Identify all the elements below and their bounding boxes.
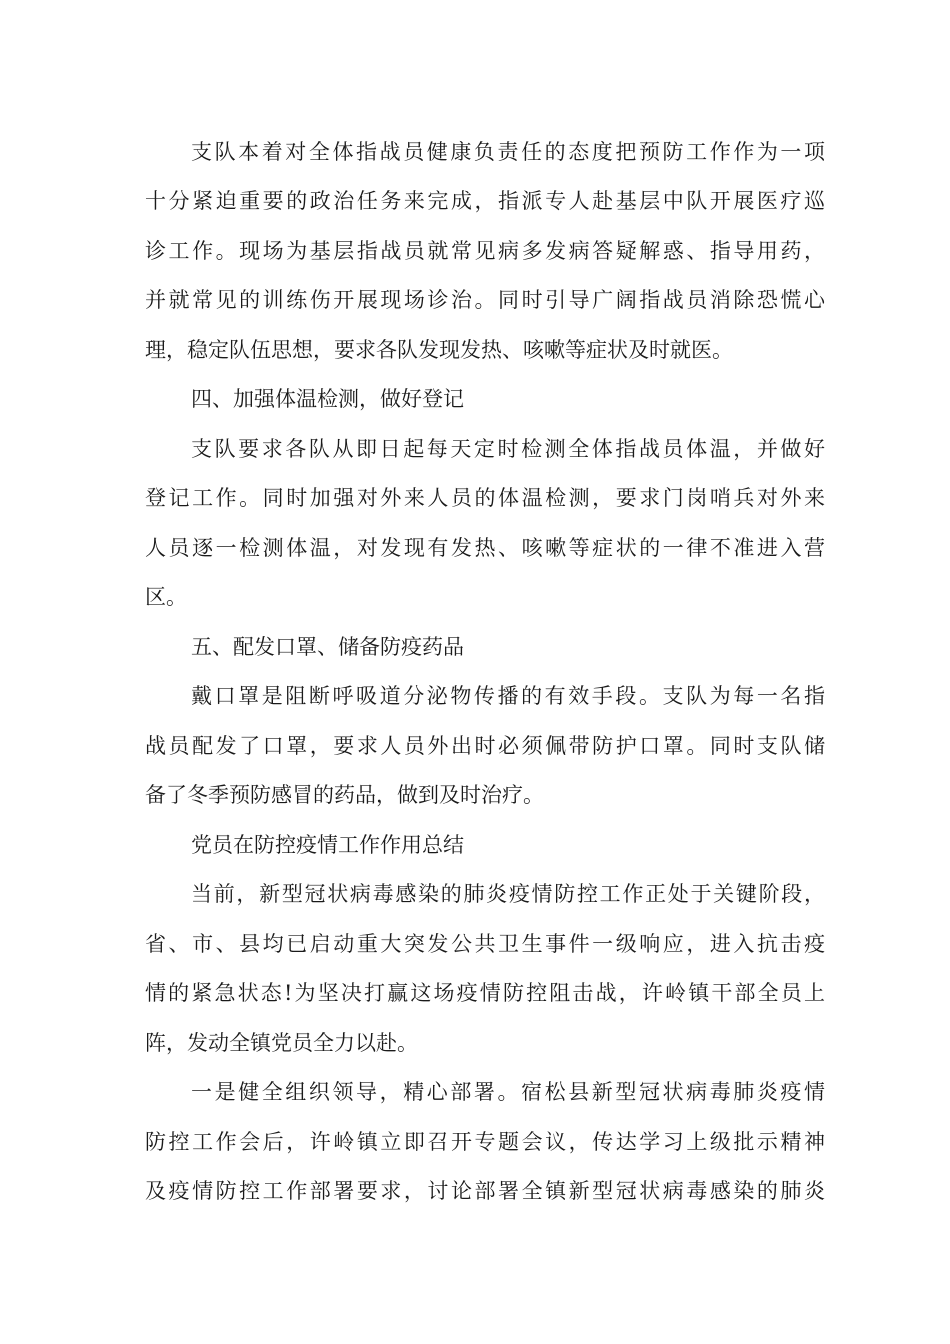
paragraph-line: 防控工作会后，许岭镇立即召开专题会议，传达学习上级批示精神 xyxy=(145,1130,825,1154)
paragraph-line: 备了冬季预防感冒的药品，做到及时治疗。 xyxy=(145,783,544,807)
paragraph-line: 十分紧迫重要的政治任务来完成，指派专人赴基层中队开展医疗巡 xyxy=(145,189,825,213)
section-heading: 四、加强体温检测，做好登记 xyxy=(191,387,464,411)
paragraph-line: 情的紧急状态!为坚决打赢这场疫情防控阻击战，许岭镇干部全员上 xyxy=(145,981,825,1005)
paragraph-line: 戴口罩是阻断呼吸道分泌物传播的有效手段。支队为每一名指 xyxy=(191,684,825,708)
paragraph-line: 阵，发动全镇党员全力以赴。 xyxy=(145,1031,418,1055)
paragraph-line: 一是健全组织领导，精心部署。宿松县新型冠状病毒肺炎疫情 xyxy=(191,1080,825,1104)
paragraph-line: 人员逐一检测体温，对发现有发热、咳嗽等症状的一律不准进入营 xyxy=(145,536,825,560)
paragraph-line: 诊工作。现场为基层指战员就常见病多发病答疑解惑、指导用药， xyxy=(145,239,825,263)
paragraph-line: 理，稳定队伍思想，要求各队发现发热、咳嗽等症状及时就医。 xyxy=(145,338,733,362)
paragraph-line: 战员配发了口罩，要求人员外出时必须佩带防护口罩。同时支队储 xyxy=(145,734,825,758)
paragraph-line: 区。 xyxy=(145,585,187,609)
paragraph-line: 并就常见的训练伤开展现场诊治。同时引导广阔指战员消除恐慌心 xyxy=(145,288,825,312)
section-heading: 五、配发口罩、储备防疫药品 xyxy=(191,635,464,659)
document-title: 党员在防控疫情工作作用总结 xyxy=(191,833,464,857)
paragraph-line: 及疫情防控工作部署要求，讨论部署全镇新型冠状病毒感染的肺炎 xyxy=(145,1179,825,1203)
paragraph-line: 省、市、县均已启动重大突发公共卫生事件一级响应，进入抗击疫 xyxy=(145,932,825,956)
paragraph-line: 当前，新型冠状病毒感染的肺炎疫情防控工作正处于关键阶段， xyxy=(191,882,825,906)
paragraph-line: 支队本着对全体指战员健康负责任的态度把预防工作作为一项 xyxy=(191,140,825,164)
paragraph-line: 支队要求各队从即日起每天定时检测全体指战员体温，并做好 xyxy=(191,437,825,461)
paragraph-line: 登记工作。同时加强对外来人员的体温检测，要求门岗哨兵对外来 xyxy=(145,486,825,510)
